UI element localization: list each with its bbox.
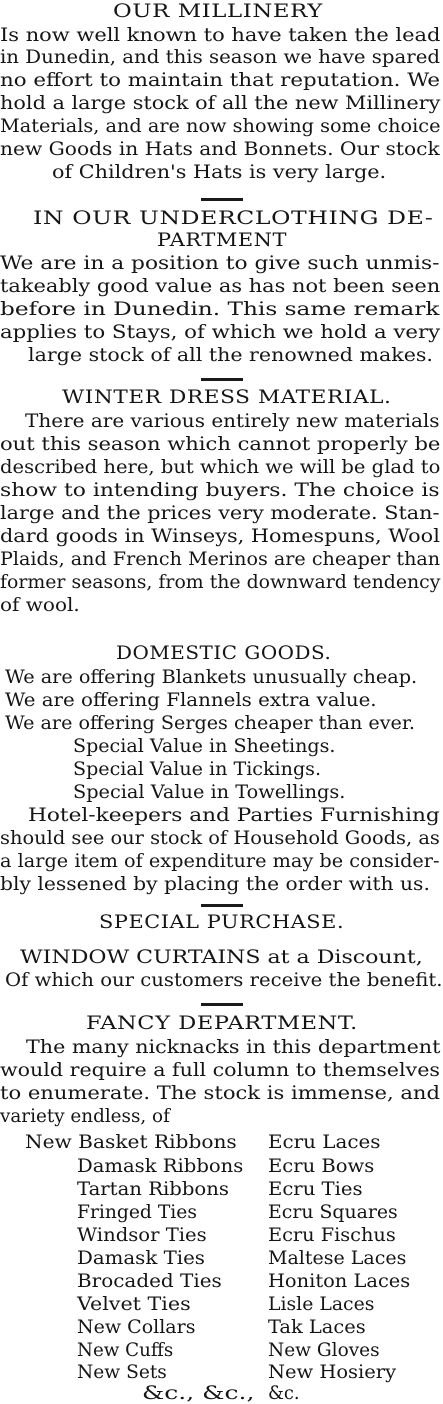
section-heading-underclothing: IN OUR UNDERCLOTHING DE- [33,207,434,229]
body-line: variety endless, of [0,1105,170,1127]
fancy-item-right: New Hosiery [268,1361,397,1383]
body-line: before in Dunedin. This same remark [0,298,440,320]
body-line: Materials, and are now showing some choice [0,115,441,137]
body-line: in Dunedin, and this season we have spared [0,46,441,68]
fancy-item-right: Tak Laces [268,1316,366,1338]
body-line: bly lessened by placing the order with us. [0,873,430,895]
body-line: There are various entirely new materials [25,410,440,432]
body-line: Special Value in Tickings. [73,758,322,780]
fancy-item-left: Windsor Ties [77,1224,207,1246]
body-line: no effort to maintain that reputation. We [0,69,440,91]
body-line: We are offering Flannels extra value. [5,689,377,711]
body-line: dard goods in Winseys, Homespuns, Wool [0,525,440,547]
fancy-item-left: New Basket Ribbons [25,1131,237,1153]
body-line: former seasons, from the downward tendency [0,571,441,593]
section-heading-fancy-department: FANCY DEPARTMENT. [86,1012,358,1034]
body-line: Is now well known to have taken the lead [0,24,441,46]
body-line: Hotel-keepers and Parties Furnishing [28,804,440,826]
body-line: should see our stock of Household Goods, as [0,827,440,849]
fancy-item-right: Ecru Bows [268,1155,375,1177]
section-heading-special-purchase: SPECIAL PURCHASE. [99,911,345,933]
body-line: show to intending buyers. The choice is [0,479,440,501]
fancy-item-left: New Cuffs [77,1339,174,1361]
fancy-item-left: Brocaded Ties [77,1270,222,1292]
fancy-item-right: Maltese Laces [268,1247,407,1269]
body-line: We are offering Serges cheaper than ever. [5,712,415,734]
body-line: applies to Stays, of which we hold a very [0,321,441,343]
body-line: a large item of expenditure may be consider- [0,850,440,872]
body-line: large stock of all the renowned makes. [28,344,433,366]
body-line: WINDOW CURTAINS at a Discount, [20,946,423,968]
section-heading-millinery: OUR MILLINERY [113,0,323,22]
fancy-item-left: New Sets [77,1361,167,1383]
fancy-item-left: Damask Ties [77,1247,205,1269]
body-line: We are in a position to give such unmis- [0,252,440,274]
fancy-item-right: &c. [268,1382,300,1404]
section-divider [201,198,243,201]
fancy-item-left: Damask Ribbons [77,1155,244,1177]
section-divider [201,904,243,907]
body-line: large and the prices very moderate. Stan- [0,502,440,524]
fancy-item-left: Velvet Ties [77,1293,191,1315]
section-heading-domestic-goods: DOMESTIC GOODS. [116,642,332,664]
section-heading-winter-dress: WINTER DRESS MATERIAL. [62,386,392,408]
body-line: out this season which cannot properly be [0,433,441,455]
fancy-item-right: Ecru Squares [268,1201,398,1223]
section-divider [201,378,243,381]
section-divider [201,1003,243,1006]
fancy-item-left: New Collars [77,1316,196,1338]
body-line: takeably good value as has not been seen [0,275,441,297]
body-line: new Goods in Hats and Bonnets. Our stock [0,138,440,160]
body-line: to enumerate. The stock is immense, and [0,1082,440,1104]
fancy-item-right: Honiton Laces [268,1270,411,1292]
fancy-item-right: Ecru Ties [268,1178,363,1200]
body-line: We are offering Blankets unusually cheap. [5,666,418,688]
fancy-item-left: Tartan Ribbons [77,1178,229,1200]
body-line: Special Value in Sheetings. [73,735,336,757]
body-line: of wool. [0,594,80,616]
body-line: Of which our customers receive the benefit. [5,969,443,991]
body-line: of Children's Hats is very large. [52,161,387,183]
fancy-item-right: Ecru Laces [268,1131,381,1153]
section-heading-underclothing: PARTMENT [157,229,288,251]
fancy-item-right: Ecru Fischus [268,1224,396,1246]
body-line: would require a full column to themselves [0,1059,440,1081]
fancy-item-left: &c., &c., [142,1382,255,1404]
fancy-item-right: Lisle Laces [268,1293,375,1315]
body-line: The many nicknacks in this department [26,1036,441,1058]
body-line: Special Value in Towellings. [73,781,346,803]
fancy-item-right: New Gloves [268,1339,380,1361]
fancy-item-left: Fringed Ties [77,1201,197,1223]
body-line: described here, but which we will be glad to [0,456,441,478]
body-line: hold a large stock of all the new Millinery [0,92,441,114]
body-line: Plaids, and French Merinos are cheaper than [0,548,441,570]
